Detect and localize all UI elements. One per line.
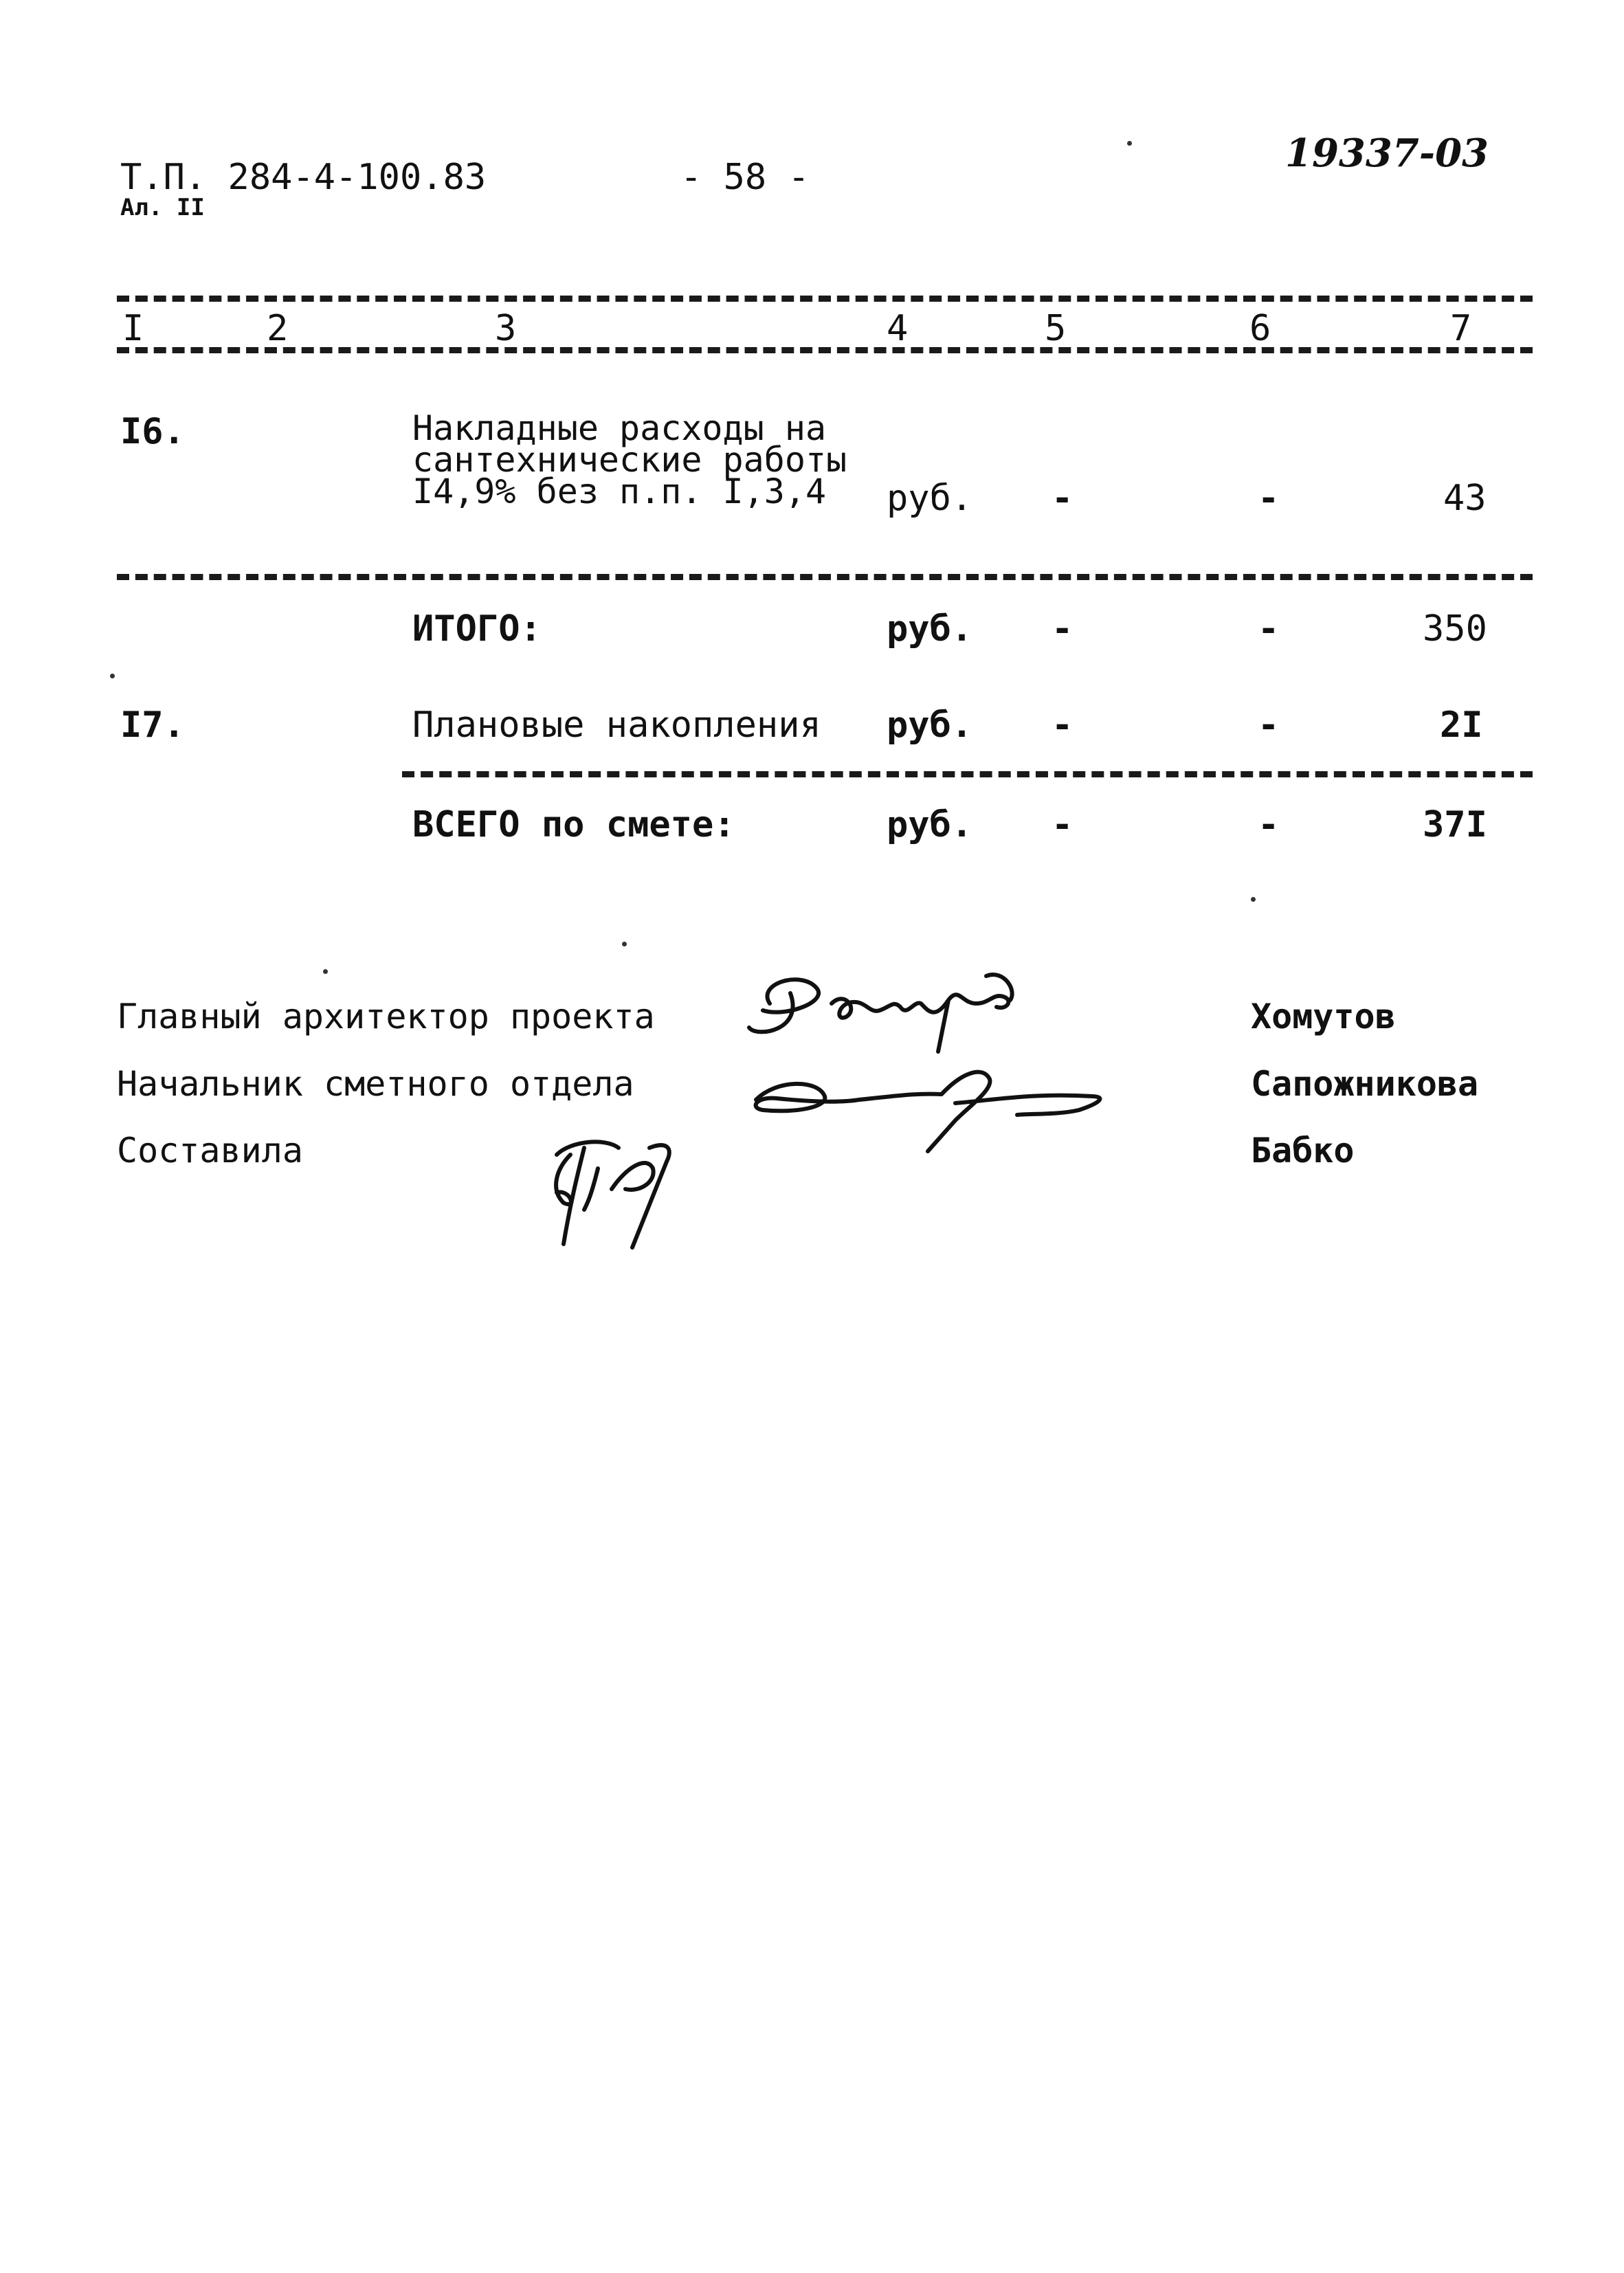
row-description: ВСЕГО по смете: (412, 804, 735, 845)
row-col7: 350 (1423, 608, 1487, 650)
row-col5: - (1052, 608, 1074, 650)
handwritten-signature-1 (742, 962, 1065, 1058)
page-number: - 58 - (680, 157, 810, 198)
row-description (412, 408, 847, 511)
row-col5: - (1052, 705, 1074, 746)
row-col7: 37I (1423, 804, 1487, 845)
subtotal-rule (117, 574, 1533, 580)
archive-number: 19337-03 (1285, 131, 1489, 176)
row-description-line: сантехнические работы (412, 440, 847, 480)
row-description: Плановые накопления (412, 705, 821, 746)
row-number: I7. (120, 705, 185, 746)
header-bottom-rule (117, 347, 1533, 353)
scan-speck (1251, 897, 1256, 902)
row-description: ИТОГО: (412, 608, 542, 650)
signature-name: Хомутов (1251, 997, 1396, 1036)
signature-role: Главный архитектор проекта (117, 997, 655, 1036)
column-header-6: 6 (1249, 308, 1271, 349)
row-number: I6. (120, 411, 185, 452)
album-number: Ал. II (120, 194, 205, 221)
total-rule (402, 771, 1533, 777)
scan-speck (622, 942, 627, 946)
row-col7: 2I (1440, 705, 1483, 746)
row-col6: - (1258, 705, 1280, 746)
document-code: Т.П. 284-4-100.83 (120, 157, 487, 198)
row-unit: руб. (887, 608, 973, 650)
scan-speck (323, 969, 328, 974)
column-header-7: 7 (1450, 308, 1472, 349)
header-top-rule (117, 296, 1533, 302)
scan-speck (110, 674, 115, 678)
row-col5: - (1052, 478, 1074, 519)
column-header-3: 3 (495, 308, 517, 349)
column-header-1: I (122, 308, 144, 349)
handwritten-signature-3 (529, 1127, 694, 1251)
row-col7: 43 (1443, 478, 1487, 519)
row-unit: руб. (887, 804, 973, 845)
handwritten-signature-2 (735, 1065, 1120, 1155)
row-col6: - (1258, 478, 1280, 519)
row-col5: - (1052, 804, 1074, 845)
row-description-line: I4,9% без п.п. I,3,4 (412, 472, 827, 511)
column-header-4: 4 (887, 308, 909, 349)
scan-speck (1127, 141, 1132, 146)
signature-role: Начальник сметного отдела (117, 1064, 634, 1104)
column-header-2: 2 (267, 308, 289, 349)
row-unit: руб. (887, 478, 973, 519)
column-header-5: 5 (1045, 308, 1067, 349)
signature-role: Составила (117, 1131, 303, 1171)
signature-name: Сапожникова (1251, 1064, 1479, 1104)
row-unit: руб. (887, 705, 973, 746)
signature-name: Бабко (1251, 1131, 1355, 1171)
row-col6: - (1258, 804, 1280, 845)
row-description-line: Накладные расходы на (412, 408, 827, 448)
row-col6: - (1258, 608, 1280, 650)
